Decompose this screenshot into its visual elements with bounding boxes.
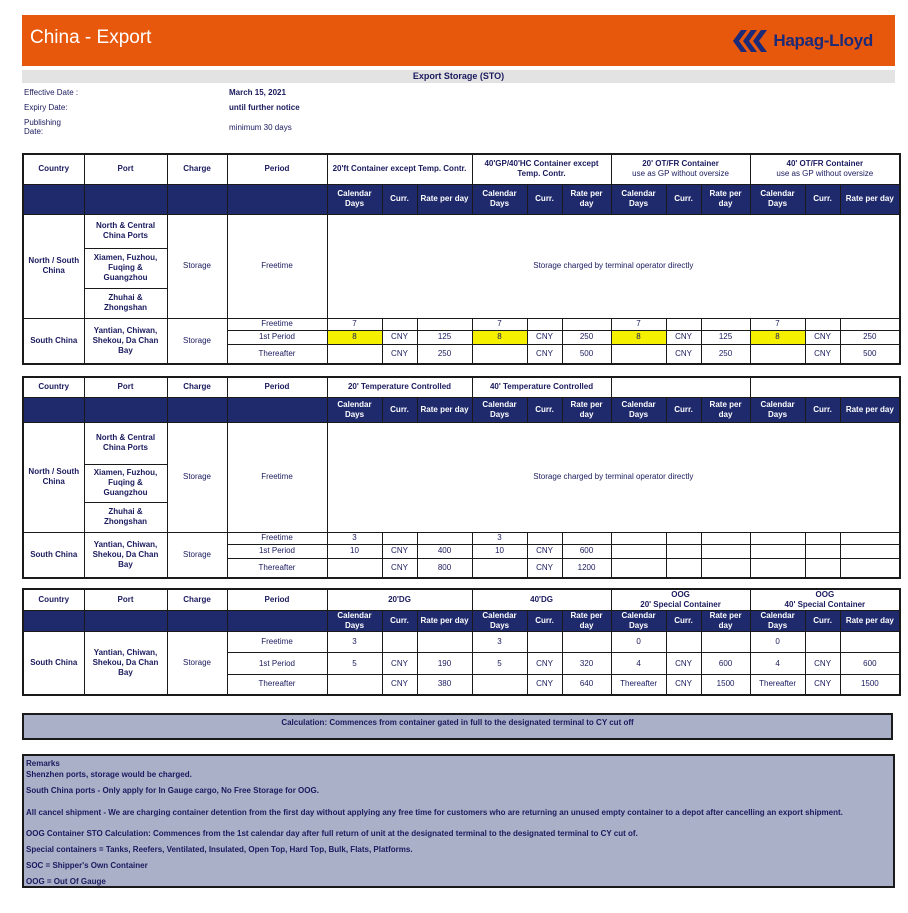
col-charge: Charge	[167, 377, 227, 397]
curr-cell: CNY	[527, 653, 562, 675]
empty-cell	[562, 532, 611, 544]
curr-cell: CNY	[666, 330, 701, 344]
days-cell: 7	[611, 318, 666, 330]
period-cell: 1st Period	[227, 330, 327, 344]
col-period: Period	[227, 377, 327, 397]
curr-cell: CNY	[666, 653, 701, 675]
sub-blank	[84, 611, 167, 632]
sub-curr: Curr.	[527, 397, 562, 422]
curr-cell: CNY	[527, 544, 562, 558]
curr-cell: CNY	[382, 344, 417, 364]
port-cell: Zhuhai & Zhongshan	[84, 502, 167, 532]
remarks-title: Remarks	[26, 759, 60, 768]
curr-cell: CNY	[527, 330, 562, 344]
sub-curr: Curr.	[666, 611, 701, 632]
curr-cell: CNY	[666, 675, 701, 695]
calculation-note: Calculation: Commences from container gated in full to the designated terminal to CY cut off	[22, 713, 893, 740]
curr-cell: CNY	[805, 344, 840, 364]
days-cell: Thereafter	[750, 675, 805, 695]
period-cell: Freetime	[227, 632, 327, 653]
rate-cell: 380	[417, 675, 472, 695]
port-cell: Xiamen, Fuzhou, Fuqing & Guangzhou	[84, 248, 167, 288]
empty-cell	[805, 558, 840, 578]
rate-cell: 600	[840, 653, 900, 675]
sub-rate: Rate per day	[840, 611, 900, 632]
empty-cell	[382, 532, 417, 544]
remarks-line: SOC = Shipper's Own Container	[26, 861, 148, 870]
curr-cell: CNY	[382, 558, 417, 578]
sub-calendar-days: Calendar Days	[327, 184, 382, 214]
days-cell	[472, 675, 527, 695]
days-cell: 3	[327, 632, 382, 653]
empty-cell	[417, 632, 472, 653]
empty-cell	[666, 558, 701, 578]
curr-cell: CNY	[805, 675, 840, 695]
remarks-line: South China ports - Only apply for In Gauge cargo, No Free Storage for OOG.	[26, 786, 319, 795]
rate-cell: 250	[840, 330, 900, 344]
sub-curr: Curr.	[805, 611, 840, 632]
group-header: 40' Temperature Controlled	[472, 377, 611, 397]
curr-cell: CNY	[527, 344, 562, 364]
empty-cell	[840, 532, 900, 544]
empty-cell	[805, 632, 840, 653]
col-period: Period	[227, 589, 327, 611]
days-cell: 8	[327, 330, 382, 344]
days-cell: 3	[472, 532, 527, 544]
rate-cell: 1500	[840, 675, 900, 695]
period-cell: 1st Period	[227, 653, 327, 675]
empty-cell	[527, 532, 562, 544]
sub-calendar-days: Calendar Days	[327, 611, 382, 632]
group-header: 20' OT/FR Container use as GP without oversize	[611, 154, 750, 184]
curr-cell: CNY	[527, 558, 562, 578]
port-cell: Yantian, Chiwan, Shekou, Da Chan Bay	[84, 532, 167, 578]
empty-cell	[701, 632, 750, 653]
empty-cell	[562, 318, 611, 330]
port-cell: North & Central China Ports	[84, 422, 167, 464]
col-port: Port	[84, 377, 167, 397]
group-header: OOG 20' Special Container	[611, 589, 750, 611]
empty-cell	[611, 558, 666, 578]
days-cell: 7	[750, 318, 805, 330]
empty-cell	[840, 318, 900, 330]
curr-cell: CNY	[382, 653, 417, 675]
sub-blank	[227, 184, 327, 214]
empty-cell	[805, 532, 840, 544]
empty-cell	[472, 558, 527, 578]
port-cell: Yantian, Chiwan, Shekou, Da Chan Bay	[84, 318, 167, 364]
sub-rate: Rate per day	[562, 397, 611, 422]
empty-cell	[527, 318, 562, 330]
sub-rate: Rate per day	[840, 397, 900, 422]
sub-blank	[23, 397, 84, 422]
days-cell: 8	[611, 330, 666, 344]
period-cell: Freetime	[227, 318, 327, 330]
empty-cell	[701, 558, 750, 578]
remarks-line: Special containers = Tanks, Reefers, Ventilated, Insulated, Open Top, Hard Top, Bulk, Flats, Platforms.	[26, 845, 413, 854]
table-temperature-controlled	[22, 376, 901, 579]
empty-cell	[382, 632, 417, 653]
sub-calendar-days: Calendar Days	[472, 611, 527, 632]
port-cell: Yantian, Chiwan, Shekou, Da Chan Bay	[84, 632, 167, 695]
empty-cell	[666, 544, 701, 558]
period-cell: Freetime	[227, 422, 327, 532]
remarks-line: OOG = Out Of Gauge	[26, 877, 106, 886]
sub-curr: Curr.	[527, 184, 562, 214]
empty-cell	[472, 344, 527, 364]
country-cell: North / South China	[23, 214, 84, 318]
days-cell: 5	[472, 653, 527, 675]
sub-blank	[227, 397, 327, 422]
section-subtitle: Export Storage (STO)	[22, 70, 895, 83]
sub-curr: Curr.	[382, 397, 417, 422]
empty-cell	[527, 632, 562, 653]
remarks-line: Shenzhen ports, storage would be charged.	[26, 770, 192, 779]
period-cell: Thereafter	[227, 558, 327, 578]
country-cell: South China	[23, 318, 84, 364]
charge-cell: Storage	[167, 214, 227, 318]
effective-date-label: Effective Date :	[24, 88, 79, 97]
empty-cell	[666, 632, 701, 653]
col-charge: Charge	[167, 154, 227, 184]
days-cell: 4	[611, 653, 666, 675]
group-header: OOG 40' Special Container	[750, 589, 900, 611]
remarks-line: All cancel shipment - We are charging container detention from the first day without applying any free time for customers who are returning an unused empty container to a depot after cancelling an export shipment.	[26, 808, 843, 817]
sub-curr: Curr.	[666, 184, 701, 214]
sub-calendar-days: Calendar Days	[611, 611, 666, 632]
days-cell: 7	[327, 318, 382, 330]
rate-cell: 400	[417, 544, 472, 558]
rate-cell: 640	[562, 675, 611, 695]
empty-cell	[805, 544, 840, 558]
days-cell: 0	[750, 632, 805, 653]
group-header	[611, 377, 750, 397]
empty-cell	[611, 532, 666, 544]
sub-blank	[84, 397, 167, 422]
empty-cell	[750, 532, 805, 544]
expiry-date-value: until further notice	[229, 103, 300, 112]
empty-cell	[750, 344, 805, 364]
remarks-panel	[22, 754, 895, 888]
group-header: 40'DG	[472, 589, 611, 611]
publishing-value: minimum 30 days	[229, 123, 292, 132]
country-cell: South China	[23, 532, 84, 578]
empty-cell	[327, 558, 382, 578]
empty-cell	[750, 558, 805, 578]
curr-cell: CNY	[382, 675, 417, 695]
empty-cell	[840, 544, 900, 558]
days-cell: 10	[327, 544, 382, 558]
sub-curr: Curr.	[382, 611, 417, 632]
group-header: 20'DG	[327, 589, 472, 611]
sub-calendar-days: Calendar Days	[750, 611, 805, 632]
sub-blank	[23, 184, 84, 214]
sub-curr: Curr.	[527, 611, 562, 632]
port-cell: North & Central China Ports	[84, 214, 167, 248]
sub-rate: Rate per day	[562, 184, 611, 214]
publishing-label-2: Date:	[24, 127, 44, 136]
sub-rate: Rate per day	[417, 611, 472, 632]
sub-rate: Rate per day	[701, 397, 750, 422]
sub-rate: Rate per day	[417, 184, 472, 214]
sub-rate: Rate per day	[840, 184, 900, 214]
group-header: 20' Temperature Controlled	[327, 377, 472, 397]
sub-blank	[227, 611, 327, 632]
period-cell: Thereafter	[227, 344, 327, 364]
sub-blank	[23, 611, 84, 632]
days-cell: 7	[472, 318, 527, 330]
col-charge: Charge	[167, 589, 227, 611]
charge-cell: Storage	[167, 532, 227, 578]
sub-calendar-days: Calendar Days	[611, 397, 666, 422]
curr-cell: CNY	[382, 330, 417, 344]
empty-cell	[562, 632, 611, 653]
empty-cell	[666, 318, 701, 330]
empty-cell	[840, 558, 900, 578]
col-period: Period	[227, 154, 327, 184]
country-cell: South China	[23, 632, 84, 695]
sub-calendar-days: Calendar Days	[472, 184, 527, 214]
rate-cell: 125	[701, 330, 750, 344]
rate-cell: 600	[701, 653, 750, 675]
days-cell: 4	[750, 653, 805, 675]
days-cell: 8	[750, 330, 805, 344]
empty-cell	[611, 344, 666, 364]
sub-rate: Rate per day	[562, 611, 611, 632]
sub-blank	[167, 184, 227, 214]
empty-cell	[805, 318, 840, 330]
empty-cell	[417, 318, 472, 330]
charge-cell: Storage	[167, 632, 227, 695]
effective-date-value: March 15, 2021	[229, 88, 286, 97]
rate-cell: 250	[562, 330, 611, 344]
days-cell: 3	[472, 632, 527, 653]
curr-cell: CNY	[666, 344, 701, 364]
period-cell: Thereafter	[227, 675, 327, 695]
terminal-note: Storage charged by terminal operator directly	[327, 214, 900, 318]
empty-cell	[666, 532, 701, 544]
group-header: 40'GP/40'HC Container except Temp. Contr.	[472, 154, 611, 184]
rate-cell: 500	[840, 344, 900, 364]
sub-calendar-days: Calendar Days	[472, 397, 527, 422]
sub-curr: Curr.	[666, 397, 701, 422]
table-dg-oog	[22, 588, 901, 696]
group-header	[750, 377, 900, 397]
days-cell: 10	[472, 544, 527, 558]
sub-curr: Curr.	[805, 184, 840, 214]
curr-cell: CNY	[527, 675, 562, 695]
days-cell: 5	[327, 653, 382, 675]
rate-cell: 500	[562, 344, 611, 364]
empty-cell	[701, 544, 750, 558]
sub-rate: Rate per day	[701, 184, 750, 214]
sub-calendar-days: Calendar Days	[327, 397, 382, 422]
sub-curr: Curr.	[382, 184, 417, 214]
expiry-date-label: Expiry Date:	[24, 103, 68, 112]
rate-cell: 320	[562, 653, 611, 675]
empty-cell	[327, 344, 382, 364]
sub-calendar-days: Calendar Days	[750, 184, 805, 214]
group-header: 40' OT/FR Container use as GP without oversize	[750, 154, 900, 184]
curr-cell: CNY	[805, 330, 840, 344]
sub-blank	[84, 184, 167, 214]
col-port: Port	[84, 589, 167, 611]
col-port: Port	[84, 154, 167, 184]
curr-cell: CNY	[382, 544, 417, 558]
hapag-lloyd-logo-icon	[733, 30, 767, 52]
empty-cell	[840, 632, 900, 653]
brand-name: Hapag-Lloyd	[773, 31, 873, 50]
header-banner	[22, 15, 895, 66]
charge-cell: Storage	[167, 318, 227, 364]
period-cell: Freetime	[227, 532, 327, 544]
days-cell: Thereafter	[611, 675, 666, 695]
rate-cell: 1200	[562, 558, 611, 578]
terminal-note: Storage charged by terminal operator directly	[327, 422, 900, 532]
empty-cell	[611, 544, 666, 558]
period-cell: Freetime	[227, 214, 327, 318]
publishing-label-1: Publishing	[24, 118, 61, 127]
empty-cell	[750, 544, 805, 558]
days-cell: 8	[472, 330, 527, 344]
curr-cell: CNY	[805, 653, 840, 675]
col-country: Country	[23, 377, 84, 397]
sub-rate: Rate per day	[701, 611, 750, 632]
rate-cell: 800	[417, 558, 472, 578]
empty-cell	[701, 318, 750, 330]
sub-blank	[167, 611, 227, 632]
col-country: Country	[23, 589, 84, 611]
sub-curr: Curr.	[805, 397, 840, 422]
sub-calendar-days: Calendar Days	[750, 397, 805, 422]
group-header: 20'ft Container except Temp. Contr.	[327, 154, 472, 184]
rate-cell: 1500	[701, 675, 750, 695]
port-cell: Xiamen, Fuzhou, Fuqing & Guangzhou	[84, 464, 167, 502]
days-cell	[327, 675, 382, 695]
rate-cell: 600	[562, 544, 611, 558]
rate-cell: 190	[417, 653, 472, 675]
sub-rate: Rate per day	[417, 397, 472, 422]
remarks-line: OOG Container STO Calculation: Commences from the 1st calendar day after full return of unit at the designated terminal to the designated terminal to CY cut of.	[26, 829, 638, 838]
sub-calendar-days: Calendar Days	[611, 184, 666, 214]
empty-cell	[382, 318, 417, 330]
rate-cell: 250	[701, 344, 750, 364]
rate-cell: 250	[417, 344, 472, 364]
empty-cell	[701, 532, 750, 544]
col-country: Country	[23, 154, 84, 184]
page-title: China - Export	[30, 27, 152, 48]
sub-blank	[167, 397, 227, 422]
days-cell: 3	[327, 532, 382, 544]
country-cell: North / South China	[23, 422, 84, 532]
brand-logo	[733, 29, 873, 53]
empty-cell	[417, 532, 472, 544]
rate-cell: 125	[417, 330, 472, 344]
days-cell: 0	[611, 632, 666, 653]
table-general-containers	[22, 153, 901, 365]
port-cell: Zhuhai & Zhongshan	[84, 288, 167, 318]
charge-cell: Storage	[167, 422, 227, 532]
period-cell: 1st Period	[227, 544, 327, 558]
